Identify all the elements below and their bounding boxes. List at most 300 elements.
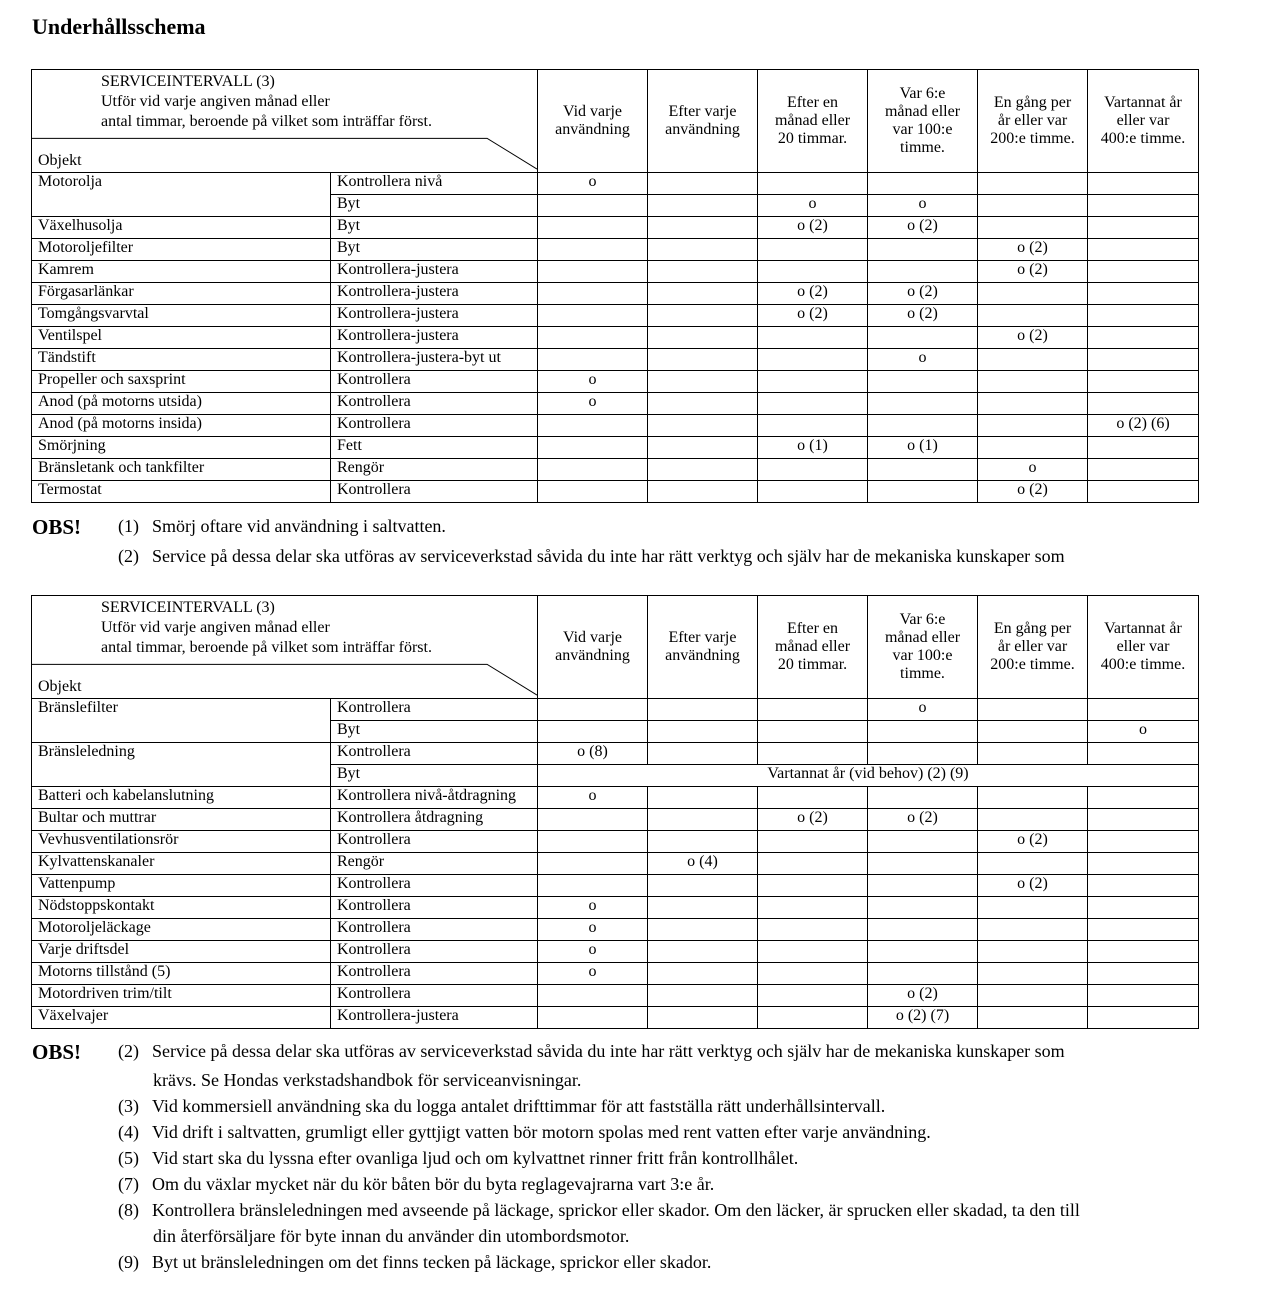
action-cell: Kontrollera [331, 371, 538, 393]
column-header-line: timme. [900, 139, 945, 156]
object-cell: Propeller och saxsprint [32, 371, 331, 393]
object-cell: Växelvajer [32, 1007, 331, 1029]
footnote [118, 1148, 798, 1169]
footnote [118, 546, 1065, 567]
schedule-mark-cell [758, 875, 868, 897]
schedule-mark-cell [648, 831, 758, 853]
action-cell: Kontrollera [331, 831, 538, 853]
span-schedule-cell: Vartannat år (vid behov) (2) (9) [538, 765, 1199, 787]
schedule-mark-cell [648, 481, 758, 503]
schedule-mark-cell [978, 305, 1088, 327]
schedule-mark-cell [1088, 459, 1199, 481]
schedule-mark-cell [538, 261, 648, 283]
table-row [32, 459, 1199, 481]
footnote [118, 1200, 1080, 1221]
object-cell: Varje driftsdel [32, 941, 331, 963]
schedule-mark-cell [648, 963, 758, 985]
footnote-continuation: krävs. Se Hondas verkstadshandbok för serviceanvisningar. [153, 1070, 582, 1090]
column-header-line: var 100:e [892, 647, 953, 664]
object-cell: Bränsleledning [32, 743, 331, 787]
schedule-mark-cell [648, 721, 758, 743]
schedule-mark-cell [978, 897, 1088, 919]
column-header-line: Efter en [786, 94, 839, 111]
table-row [32, 919, 1199, 941]
schedule-mark-cell [978, 393, 1088, 415]
column-header-line: Var 6:e [899, 85, 946, 102]
schedule-mark-cell [1088, 349, 1199, 371]
schedule-mark-cell [978, 963, 1088, 985]
column-header-line: användning [665, 647, 740, 664]
footnote-text: Vid kommersiell användning ska du logga antalet drifttimmar för att fastställa rätt underhållsintervall. [152, 1096, 886, 1116]
obs-label: OBS! [32, 1040, 82, 1064]
schedule-mark-cell [868, 415, 978, 437]
schedule-mark-cell: o [868, 195, 978, 217]
column-header-line: Vid varje [562, 629, 622, 646]
interval-text-line: SERVICEINTERVALL (3) [101, 599, 275, 616]
schedule-mark-cell: o [538, 787, 648, 809]
schedule-mark-cell: o (2) [758, 809, 868, 831]
column-header-line: år eller var [997, 112, 1068, 129]
object-cell: Tomgångsvarvtal [32, 305, 331, 327]
table-row [32, 173, 1199, 195]
object-cell: Vevhusventilationsrör [32, 831, 331, 853]
action-cell: Fett [331, 437, 538, 459]
column-header-line: Vartannat år [1104, 94, 1182, 111]
schedule-mark-cell [978, 941, 1088, 963]
table-row [32, 1007, 1199, 1029]
footnote-text: Service på dessa delar ska utföras av serviceverkstad såvida du inte har rätt verktyg och själv har de mekaniska kunskaper som [152, 546, 1065, 566]
schedule-mark-cell [868, 173, 978, 195]
schedule-mark-cell [538, 459, 648, 481]
interval-column-header [538, 70, 648, 173]
footnote-text: Smörj oftare vid användning i saltvatten. [152, 516, 446, 536]
schedule-mark-cell: o (2) [978, 261, 1088, 283]
schedule-mark-cell [538, 415, 648, 437]
table-row [32, 875, 1199, 897]
schedule-mark-cell [648, 393, 758, 415]
table-row [32, 415, 1199, 437]
schedule-mark-cell [978, 787, 1088, 809]
schedule-mark-cell [538, 349, 648, 371]
schedule-mark-cell: o (1) [868, 437, 978, 459]
footnote-number: (9) [118, 1252, 139, 1272]
footnote [118, 1041, 1065, 1062]
action-cell: Kontrollera nivå-åtdragning [331, 787, 538, 809]
column-header-line: månad eller [774, 638, 851, 655]
schedule-mark-cell [758, 481, 868, 503]
schedule-mark-cell [538, 481, 648, 503]
header-row [32, 596, 1199, 699]
schedule-mark-cell [1088, 831, 1199, 853]
object-cell: Smörjning [32, 437, 331, 459]
table-row [32, 699, 1199, 721]
schedule-mark-cell: o (4) [648, 853, 758, 875]
schedule-mark-cell [868, 897, 978, 919]
schedule-mark-cell [1088, 393, 1199, 415]
footnote-number: (3) [118, 1096, 139, 1116]
header-divider-line [32, 70, 537, 172]
schedule-mark-cell [868, 371, 978, 393]
schedule-mark-cell [758, 371, 868, 393]
schedule-mark-cell [1088, 699, 1199, 721]
schedule-mark-cell: o [868, 699, 978, 721]
column-header-line: 400:e timme. [1100, 130, 1186, 147]
schedule-mark-cell [758, 327, 868, 349]
action-cell: Kontrollera [331, 743, 538, 765]
schedule-mark-cell [538, 239, 648, 261]
schedule-mark-cell [538, 875, 648, 897]
schedule-mark-cell [1088, 941, 1199, 963]
action-cell: Kontrollera [331, 897, 538, 919]
table-row [32, 743, 1199, 765]
interval-column-header [538, 596, 648, 699]
schedule-mark-cell [648, 371, 758, 393]
action-cell: Kontrollera-justera [331, 327, 538, 349]
footnote-number: (2) [118, 1041, 139, 1061]
action-cell: Byt [331, 721, 538, 743]
schedule-mark-cell [538, 327, 648, 349]
schedule-mark-cell: o [538, 919, 648, 941]
schedule-mark-cell [538, 699, 648, 721]
interval-column-header [978, 596, 1088, 699]
table-row [32, 217, 1199, 239]
footnote-text: Vid drift i saltvatten, grumligt eller gyttjigt vatten bör motorn spolas med rent vatten efter varje användning. [152, 1122, 931, 1142]
schedule-mark-cell [648, 743, 758, 765]
schedule-mark-cell: o [978, 459, 1088, 481]
schedule-mark-cell [978, 371, 1088, 393]
page-title: Underhållsschema [32, 14, 206, 39]
schedule-mark-cell [1088, 897, 1199, 919]
footnote [118, 1174, 714, 1195]
table-row [32, 261, 1199, 283]
action-cell: Kontrollera [331, 941, 538, 963]
schedule-mark-cell [538, 305, 648, 327]
action-cell: Kontrollera-justera [331, 261, 538, 283]
object-cell: Kylvattenskanaler [32, 853, 331, 875]
footnote-text: Byt ut bränsleledningen om det finns tecken på läckage, sprickor eller skador. [152, 1252, 712, 1272]
interval-text-line: Utför vid varje angiven månad eller [101, 619, 330, 636]
object-cell: Bränsletank och tankfilter [32, 459, 331, 481]
action-cell: Kontrollera [331, 985, 538, 1007]
schedule-mark-cell [648, 305, 758, 327]
interval-column-header [1088, 70, 1199, 173]
column-header-line: år eller var [997, 638, 1068, 655]
schedule-mark-cell [758, 173, 868, 195]
schedule-mark-cell [868, 239, 978, 261]
schedule-mark-cell: o [538, 393, 648, 415]
schedule-mark-cell: o (2) (7) [868, 1007, 978, 1029]
schedule-mark-cell [978, 721, 1088, 743]
schedule-mark-cell [758, 853, 868, 875]
maintenance-table-1 [31, 69, 1199, 503]
column-header-line: månad eller [884, 629, 961, 646]
schedule-mark-cell: o (8) [538, 743, 648, 765]
objekt-label: Objekt [38, 152, 82, 170]
footnote-text: Om du växlar mycket när du kör båten bör du byta reglagevajrarna vart 3:e år. [152, 1174, 715, 1194]
table-row [32, 809, 1199, 831]
table-row [32, 963, 1199, 985]
schedule-mark-cell: o (2) [978, 239, 1088, 261]
notes-block-2 [32, 1040, 1212, 1290]
schedule-mark-cell [758, 393, 868, 415]
schedule-mark-cell [648, 261, 758, 283]
column-header-line: 400:e timme. [1100, 656, 1186, 673]
schedule-mark-cell [648, 239, 758, 261]
column-header-line: Efter varje [668, 103, 737, 120]
schedule-mark-cell [868, 787, 978, 809]
schedule-mark-cell [1088, 371, 1199, 393]
object-cell: Anod (på motorns insida) [32, 415, 331, 437]
schedule-mark-cell: o (2) [978, 831, 1088, 853]
schedule-mark-cell [758, 1007, 868, 1029]
schedule-mark-cell [868, 481, 978, 503]
schedule-mark-cell [1088, 985, 1199, 1007]
obs-label: OBS! [32, 515, 82, 539]
schedule-mark-cell [758, 787, 868, 809]
footnote-number: (4) [118, 1122, 139, 1142]
table-row [32, 239, 1199, 261]
schedule-mark-cell: o (2) [868, 305, 978, 327]
interval-column-header [758, 70, 868, 173]
column-header-line: Vid varje [562, 103, 622, 120]
notes-block-1 [32, 515, 1212, 577]
schedule-mark-cell [1088, 787, 1199, 809]
schedule-mark-cell [978, 195, 1088, 217]
header-divider-line [32, 596, 537, 698]
interval-column-header [868, 70, 978, 173]
schedule-mark-cell [868, 327, 978, 349]
footnote-text: Kontrollera bränsleledningen med avseende på läckage, sprickor eller skador. Om den läcker, är sprucken eller skadad, ta den till [152, 1200, 1080, 1220]
action-cell: Rengör [331, 459, 538, 481]
schedule-mark-cell [978, 1007, 1088, 1029]
schedule-mark-cell [1088, 481, 1199, 503]
schedule-mark-cell [1088, 875, 1199, 897]
schedule-mark-cell: o [538, 173, 648, 195]
schedule-mark-cell [538, 217, 648, 239]
action-cell: Byt [331, 239, 538, 261]
interval-column-header [868, 596, 978, 699]
footnote [118, 516, 446, 537]
interval-column-header [758, 596, 868, 699]
column-header-line: eller var [1116, 638, 1170, 655]
column-header-line: användning [665, 121, 740, 138]
action-cell: Kontrollera [331, 415, 538, 437]
schedule-mark-cell [868, 261, 978, 283]
column-header-line: En gång per [993, 94, 1072, 111]
table-row [32, 831, 1199, 853]
schedule-mark-cell [538, 831, 648, 853]
schedule-mark-cell [978, 349, 1088, 371]
schedule-mark-cell [978, 809, 1088, 831]
action-cell: Kontrollera nivå [331, 173, 538, 195]
interval-column-header [648, 70, 758, 173]
schedule-mark-cell [538, 721, 648, 743]
schedule-mark-cell [648, 897, 758, 919]
footnote-text: Vid start ska du lyssna efter ovanliga ljud och om kylvattnet rinner fritt från kontrollhålet. [152, 1148, 799, 1168]
schedule-mark-cell [978, 283, 1088, 305]
schedule-mark-cell [1088, 173, 1199, 195]
object-cell: Motordriven trim/tilt [32, 985, 331, 1007]
schedule-mark-cell [758, 415, 868, 437]
schedule-mark-cell [978, 853, 1088, 875]
schedule-mark-cell [758, 699, 868, 721]
column-header-line: Efter varje [668, 629, 737, 646]
column-header-line: användning [555, 121, 630, 138]
interval-text-line: antal timmar, beroende på vilket som inträffar först. [101, 639, 432, 656]
schedule-mark-cell [758, 261, 868, 283]
action-cell: Kontrollera [331, 699, 538, 721]
action-cell: Kontrollera åtdragning [331, 809, 538, 831]
schedule-mark-cell [868, 963, 978, 985]
schedule-mark-cell: o (2) [978, 875, 1088, 897]
schedule-mark-cell [538, 195, 648, 217]
schedule-mark-cell [1088, 809, 1199, 831]
schedule-mark-cell [978, 173, 1088, 195]
schedule-mark-cell [978, 437, 1088, 459]
schedule-mark-cell [648, 349, 758, 371]
object-cell: Förgasarlänkar [32, 283, 331, 305]
schedule-mark-cell [1088, 283, 1199, 305]
column-header-line: Efter en [786, 620, 839, 637]
object-cell: Motoroljeläckage [32, 919, 331, 941]
action-cell: Kontrollera-justera [331, 283, 538, 305]
table-row [32, 985, 1199, 1007]
schedule-mark-cell: o (2) [868, 217, 978, 239]
schedule-mark-cell: o (2) [758, 217, 868, 239]
schedule-mark-cell [1088, 963, 1199, 985]
table-row [32, 853, 1199, 875]
action-cell: Byt [331, 217, 538, 239]
schedule-mark-cell: o (2) [868, 809, 978, 831]
schedule-mark-cell [648, 941, 758, 963]
table-row [32, 283, 1199, 305]
schedule-mark-cell: o [1088, 721, 1199, 743]
schedule-mark-cell [648, 437, 758, 459]
column-header-line: timme. [900, 665, 945, 682]
schedule-mark-cell [538, 1007, 648, 1029]
object-cell: Motoroljefilter [32, 239, 331, 261]
schedule-mark-cell [978, 919, 1088, 941]
schedule-mark-cell: o [538, 963, 648, 985]
schedule-mark-cell [648, 985, 758, 1007]
table-row [32, 941, 1199, 963]
schedule-mark-cell [648, 327, 758, 349]
schedule-mark-cell: o (2) [978, 481, 1088, 503]
schedule-mark-cell [648, 459, 758, 481]
table-row [32, 787, 1199, 809]
action-cell: Kontrollera-justera-byt ut [331, 349, 538, 371]
object-cell: Växelhusolja [32, 217, 331, 239]
schedule-mark-cell [978, 743, 1088, 765]
schedule-mark-cell: o (2) [868, 985, 978, 1007]
schedule-mark-cell [758, 963, 868, 985]
schedule-mark-cell: o [538, 941, 648, 963]
action-cell: Byt [331, 195, 538, 217]
objekt-label: Objekt [38, 678, 82, 696]
footnote [118, 1122, 931, 1143]
schedule-mark-cell [1088, 1007, 1199, 1029]
schedule-mark-cell: o (1) [758, 437, 868, 459]
column-header-line: eller var [1116, 112, 1170, 129]
schedule-mark-cell [758, 897, 868, 919]
footnote-number: (5) [118, 1148, 139, 1168]
schedule-mark-cell [758, 985, 868, 1007]
footnote [118, 1096, 885, 1117]
schedule-mark-cell [648, 217, 758, 239]
schedule-mark-cell: o (2) [758, 305, 868, 327]
schedule-mark-cell [1088, 261, 1199, 283]
schedule-mark-cell [978, 217, 1088, 239]
schedule-mark-cell [1088, 437, 1199, 459]
schedule-mark-cell [648, 787, 758, 809]
schedule-mark-cell [1088, 195, 1199, 217]
schedule-mark-cell [538, 809, 648, 831]
schedule-mark-cell [868, 831, 978, 853]
footnote-number: (8) [118, 1200, 139, 1220]
object-cell: Anod (på motorns utsida) [32, 393, 331, 415]
schedule-mark-cell [978, 415, 1088, 437]
table-row [32, 393, 1199, 415]
schedule-mark-cell [758, 919, 868, 941]
schedule-mark-cell: o [758, 195, 868, 217]
action-cell: Rengör [331, 853, 538, 875]
object-cell: Nödstoppskontakt [32, 897, 331, 919]
maintenance-table-2 [31, 595, 1199, 1029]
object-cell: Bultar och muttrar [32, 809, 331, 831]
schedule-mark-cell [978, 699, 1088, 721]
interval-column-header [648, 596, 758, 699]
action-cell: Kontrollera [331, 393, 538, 415]
column-header-line: användning [555, 647, 630, 664]
interval-text-line: Utför vid varje angiven månad eller [101, 93, 330, 110]
column-header-line: Var 6:e [899, 611, 946, 628]
schedule-mark-cell [1088, 305, 1199, 327]
table-row [32, 897, 1199, 919]
schedule-mark-cell [758, 941, 868, 963]
object-cell: Ventilspel [32, 327, 331, 349]
interval-text-line: antal timmar, beroende på vilket som inträffar först. [101, 113, 432, 130]
schedule-mark-cell [868, 919, 978, 941]
schedule-mark-cell [538, 283, 648, 305]
schedule-mark-cell [868, 393, 978, 415]
interval-column-header [1088, 596, 1199, 699]
column-header-line: var 100:e [892, 121, 953, 138]
footnote-number: (2) [118, 546, 139, 566]
header-row [32, 70, 1199, 173]
schedule-mark-cell [648, 173, 758, 195]
schedule-mark-cell [758, 459, 868, 481]
schedule-mark-cell [648, 1007, 758, 1029]
schedule-mark-cell [868, 853, 978, 875]
column-header-line: månad eller [774, 112, 851, 129]
column-header-line: 200:e timme. [990, 130, 1075, 147]
footnote-text: Service på dessa delar ska utföras av serviceverkstad såvida du inte har rätt verktyg och själv har de mekaniska kunskaper som [152, 1041, 1065, 1061]
table-row [32, 327, 1199, 349]
footnote-continuation: din återförsäljare för byte innan du använder din utombordsmotor. [153, 1226, 630, 1246]
schedule-mark-cell [648, 195, 758, 217]
schedule-mark-cell: o [538, 897, 648, 919]
schedule-mark-cell: o [868, 349, 978, 371]
schedule-mark-cell [1088, 217, 1199, 239]
column-header-line: månad eller [884, 103, 961, 120]
table-row [32, 349, 1199, 371]
table-row [32, 437, 1199, 459]
table-row [32, 481, 1199, 503]
schedule-mark-cell [868, 743, 978, 765]
action-cell: Kontrollera [331, 875, 538, 897]
schedule-mark-cell [1088, 919, 1199, 941]
schedule-mark-cell [868, 721, 978, 743]
